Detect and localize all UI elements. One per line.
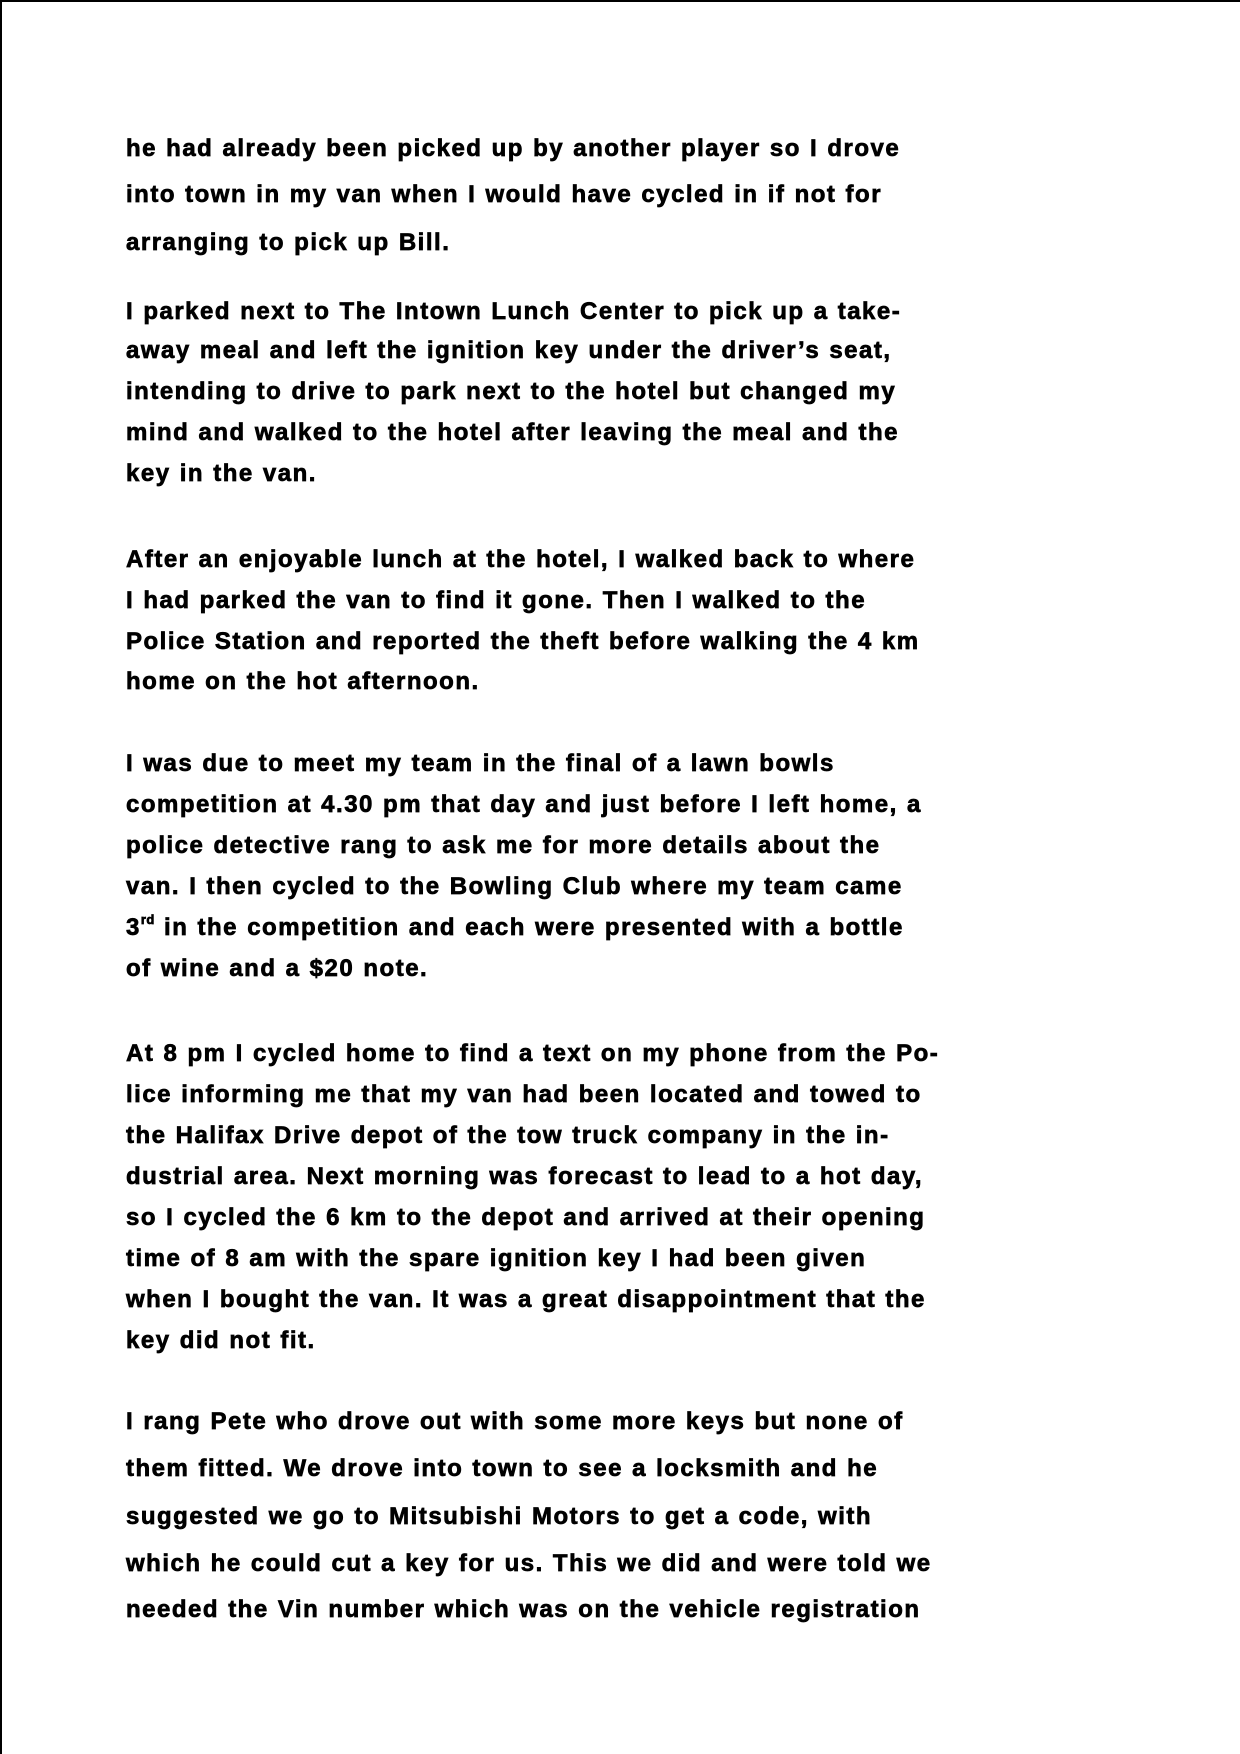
text-line: Police Station and reported the theft before walking the 4 km xyxy=(126,628,920,655)
text-line: when I bought the van. It was a great disappointment that the xyxy=(126,1286,926,1313)
text-line: At 8 pm I cycled home to find a text on my phone from the Po- xyxy=(126,1040,940,1067)
ordinal-number: 3 xyxy=(126,914,141,941)
text-line: I was due to meet my team in the final of a lawn bowls xyxy=(126,750,835,777)
text-line: of wine and a $20 note. xyxy=(126,955,429,982)
text-line: arranging to pick up Bill. xyxy=(126,229,451,256)
text-line: them fitted. We drove into town to see a locksmith and he xyxy=(126,1455,879,1482)
text-line: intending to drive to park next to the hotel but changed my xyxy=(126,378,897,405)
text-line: competition at 4.30 pm that day and just before I left home, a xyxy=(126,791,922,818)
text-line: which he could cut a key for us. This we did and were told we xyxy=(126,1550,932,1577)
text-line: dustrial area. Next morning was forecast to lead to a hot day, xyxy=(126,1163,924,1190)
text-line: so I cycled the 6 km to the depot and arrived at their opening xyxy=(126,1204,926,1231)
text-line: After an enjoyable lunch at the hotel, I walked back to where xyxy=(126,546,916,573)
line-rest: in the competition and each were presented with a bottle xyxy=(154,914,904,941)
text-line: mind and walked to the hotel after leaving the meal and the xyxy=(126,419,899,446)
text-line: I rang Pete who drove out with some more keys but none of xyxy=(126,1408,904,1435)
text-line xyxy=(126,913,904,943)
text-line: he had already been picked up by another player so I drove xyxy=(126,135,901,162)
text-line: van. I then cycled to the Bowling Club where my team came xyxy=(126,873,903,900)
text-line: needed the Vin number which was on the vehicle registration xyxy=(126,1596,921,1623)
text-line: the Halifax Drive depot of the tow truck company in the in- xyxy=(126,1122,890,1149)
text-line: I parked next to The Intown Lunch Center to pick up a take- xyxy=(126,298,902,325)
ordinal-suffix: rd xyxy=(140,912,155,927)
text-line: key in the van. xyxy=(126,460,317,487)
text-line: I had parked the van to find it gone. Then I walked to the xyxy=(126,587,867,614)
text-line: suggested we go to Mitsubishi Motors to get a code, with xyxy=(126,1503,873,1530)
text-line: away meal and left the ignition key under the driver’s seat, xyxy=(126,337,892,364)
text-line: home on the hot afternoon. xyxy=(126,668,480,695)
text-line: key did not fit. xyxy=(126,1327,316,1354)
text-line: police detective rang to ask me for more details about the xyxy=(126,832,881,859)
text-line: time of 8 am with the spare ignition key I had been given xyxy=(126,1245,867,1272)
text-line: lice informing me that my van had been located and towed to xyxy=(126,1081,922,1108)
text-line: into town in my van when I would have cycled in if not for xyxy=(126,181,883,208)
